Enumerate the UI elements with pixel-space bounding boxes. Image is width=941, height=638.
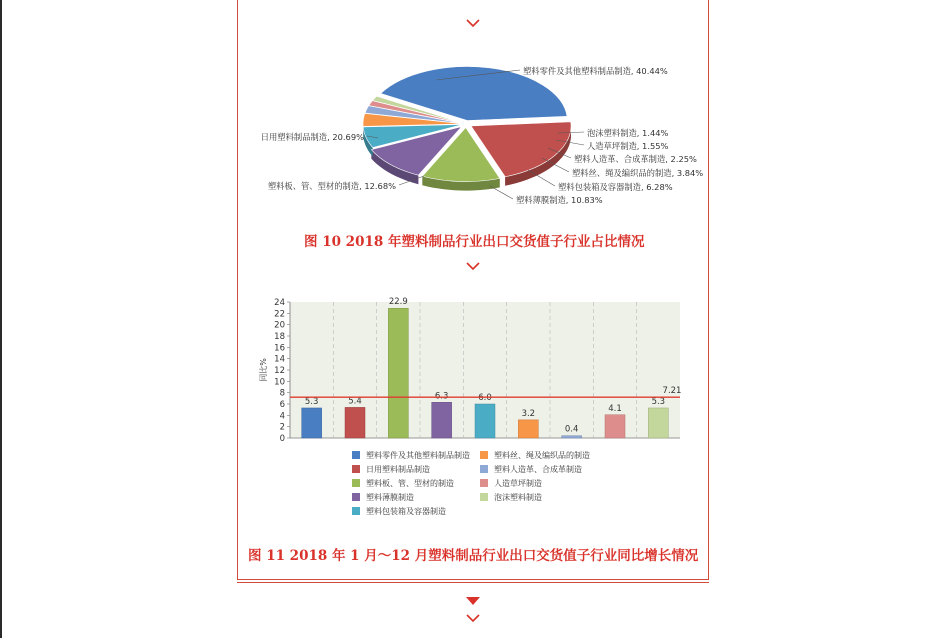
legend-label: 塑料包装箱及容器制造 (366, 507, 446, 516)
chevron-down-icon (466, 18, 480, 28)
reference-line-label: 7.21 (662, 386, 682, 397)
pie-slice-label: 泡沫塑料制造, 1.44% (587, 128, 669, 138)
figure10-caption: 图 10 2018 年塑料制品行业出口交货值子行业占比情况 (304, 234, 645, 250)
legend-label: 塑料板、管、型材的制造 (366, 479, 454, 488)
bar (562, 436, 582, 438)
bar-value-label: 5.4 (348, 396, 362, 407)
y-tick-label: 20 (274, 320, 285, 331)
y-tick-label: 18 (274, 332, 285, 342)
legend-swatch (480, 493, 488, 501)
y-axis-label: 同比% (259, 358, 268, 382)
y-tick-label: 2 (279, 422, 285, 433)
legend-swatch (352, 465, 360, 473)
bar-value-label: 22.9 (388, 297, 408, 308)
y-tick-label: 8 (279, 388, 285, 399)
pie-slice-label: 塑料零件及其他塑料制品制造, 40.44% (523, 66, 668, 76)
pie-slice-label: 人造草坪制造, 1.55% (587, 141, 669, 151)
chevron-down-icon (466, 261, 480, 271)
y-tick-label: 4 (279, 411, 285, 422)
y-tick-label: 16 (274, 343, 285, 354)
bar (605, 415, 625, 438)
bar (648, 408, 668, 438)
y-tick-label: 14 (274, 354, 285, 365)
bar-value-label: 6.0 (478, 393, 492, 403)
page-left-border (0, 0, 2, 638)
bar (388, 308, 408, 438)
triangle-down-icon (466, 597, 480, 606)
legend-swatch (480, 451, 488, 459)
bar (345, 407, 365, 438)
legend-label: 塑料丝、绳及编织品的制造 (494, 451, 590, 460)
pie-slice-label: 塑料丝、绳及编织品的制造, 3.84% (572, 168, 704, 178)
y-tick-label: 6 (279, 400, 285, 410)
y-tick-label: 10 (274, 377, 285, 388)
y-tick-label: 12 (274, 366, 285, 376)
legend-swatch (352, 507, 360, 515)
pie-slice-label: 塑料板、管、型材的制造, 12.68% (267, 181, 396, 191)
legend-label: 塑料人造革、合成革制造 (494, 465, 582, 474)
pie-slice-label: 塑料人造革、合成革制造, 2.25% (574, 154, 697, 164)
y-tick-label: 24 (274, 298, 285, 308)
legend-label: 人造草坪制造 (494, 479, 542, 488)
legend-label: 塑料零件及其他塑料制品制造 (366, 451, 470, 460)
legend-swatch (480, 479, 488, 487)
bar-value-label: 5.3 (304, 396, 319, 407)
y-tick-label: 0 (279, 434, 285, 444)
legend-label: 泡沫塑料制造 (494, 493, 542, 502)
legend-swatch (352, 479, 360, 487)
bar-value-label: 3.2 (521, 408, 536, 419)
y-tick-label: 22 (274, 309, 285, 320)
bar (475, 404, 495, 438)
legend-label: 塑料薄膜制造 (366, 493, 414, 502)
pie-leader-line (490, 186, 513, 199)
legend-swatch (480, 465, 488, 473)
bar-value-label: 4.1 (608, 403, 622, 414)
pie-slice-label: 塑料包装箱及容器制造, 6.28% (558, 182, 673, 192)
chevron-down-icon (466, 613, 480, 623)
bar (518, 420, 538, 438)
bar-value-label: 6.3 (434, 391, 449, 402)
pie-slice-label: 塑料薄膜制造, 10.83% (516, 195, 603, 205)
pie-slice-label: 日用塑料制品制造, 20.69% (260, 132, 364, 142)
pie-chart (238, 58, 708, 218)
legend-swatch (352, 493, 360, 501)
bar (432, 402, 452, 438)
legend-label: 日用塑料制品制造 (366, 465, 430, 474)
bar-chart (238, 292, 708, 524)
legend-swatch (352, 451, 360, 459)
bar (302, 408, 322, 438)
figure11-caption: 图 11 2018 年 1 月～12 月塑料制品行业出口交货值子行业同比增长情况 (248, 548, 699, 564)
bar-value-label: 5.3 (651, 396, 666, 407)
frame-bottom-line (237, 582, 709, 583)
bar-value-label: 0.4 (564, 424, 579, 435)
